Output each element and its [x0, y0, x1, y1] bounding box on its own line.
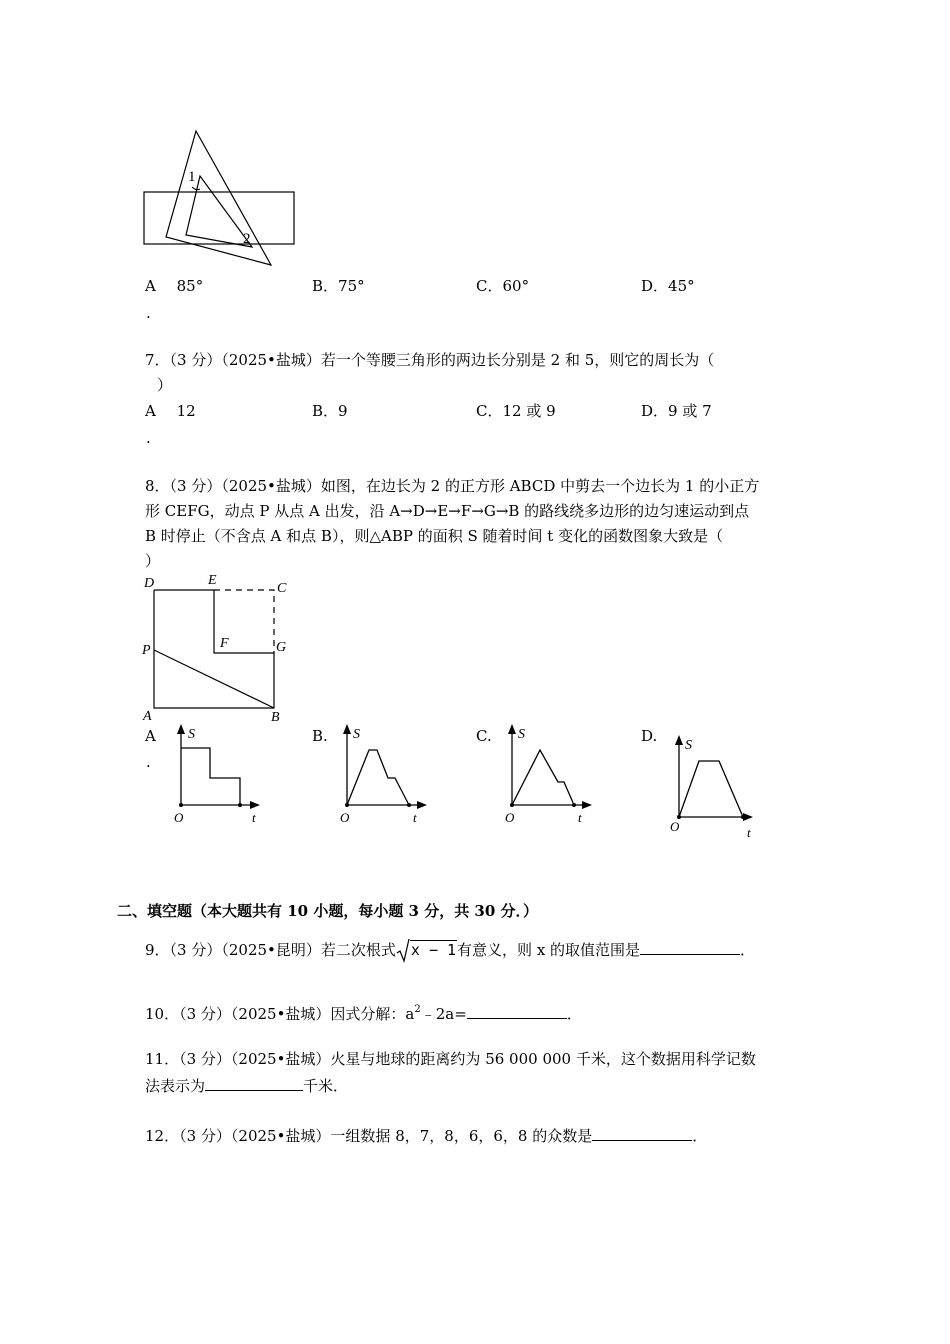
q6-angle-label-2: 2	[243, 231, 251, 247]
q6-angle-label-1: 1	[188, 169, 196, 185]
graph-a-t-label: t	[252, 810, 256, 825]
graph-c-t-label: t	[578, 810, 582, 825]
q10-text-end: ．	[566, 1005, 582, 1023]
graph-c-origin-dot	[510, 803, 514, 807]
q6-option-c-text: 60°	[502, 277, 530, 295]
q8-option-a-dot: .	[146, 753, 151, 771]
q8-label-f: F	[220, 636, 229, 651]
q8-graph-c	[498, 722, 598, 827]
q6-option-b-letter: B．	[312, 277, 339, 295]
graph-b-s-label: S	[353, 727, 360, 742]
q6-figure	[140, 125, 310, 275]
q6-option-b-text: 75°	[338, 277, 365, 295]
q9-text-before: 9．（3 分）（2025•昆明）若二次根式	[145, 941, 396, 959]
q9-text-after: 有意义，则 x 的取值范围是	[457, 941, 641, 959]
q7-option-a-text: 12	[176, 402, 196, 420]
q8-label-e: E	[208, 573, 217, 588]
graph-c-end-dot	[572, 803, 576, 807]
q8-segment-pb	[154, 650, 274, 708]
q8-option-d-letter: D.	[641, 727, 658, 745]
q8-option-a-letter: A	[145, 727, 156, 745]
graph-b-curve	[347, 750, 409, 805]
q7-option-c-letter: C．	[476, 402, 503, 420]
q11-line2	[145, 1074, 348, 1096]
q6-large-triangle	[166, 131, 271, 265]
q8-stem-line3: B 时停止（不含点 A 和点 B），则△ABP 的面积 S 随着时间 t 变化的函数图象大致是（	[145, 527, 724, 545]
q11-answer-blank[interactable]	[205, 1074, 303, 1091]
q6-option-a	[145, 276, 203, 296]
q12-text-end: ．	[692, 1127, 708, 1145]
graph-b-origin-dot	[345, 803, 349, 807]
q11-text-before: 法表示为	[145, 1077, 206, 1095]
q11-line1: 11．（3 分）（2025•盐城）火星与地球的距离约为 56 000 000 千米，这个数据用科学记数	[145, 1050, 756, 1068]
q12-answer-blank[interactable]	[592, 1124, 692, 1141]
graph-a-origin-dot	[179, 803, 183, 807]
q7-option-a-dot: .	[146, 429, 151, 447]
q6-option-d-letter: D．	[641, 277, 669, 295]
q6-option-d-text: 45°	[668, 277, 695, 295]
section-2-heading: 二、填空题（本大题共有 10 小题，每小题 3 分，共 30 分．）	[117, 902, 539, 920]
q10-exponent: 2	[414, 1004, 421, 1015]
q6-option-a-text: 85°	[176, 277, 204, 295]
q10-answer-blank[interactable]	[467, 1002, 567, 1019]
graph-c-s-label: S	[518, 727, 525, 742]
q8-label-d: D	[144, 576, 155, 591]
q8-label-a: A	[143, 709, 152, 724]
q9-line	[145, 938, 755, 964]
q9-radical-sign	[396, 938, 410, 964]
graph-b-o-label: O	[340, 810, 350, 825]
q6-option-a-letter: A	[145, 277, 156, 295]
q8-label-c: C	[277, 581, 287, 596]
q10-text-before: 10．（3 分）（2025•盐城）因式分解：a	[145, 1005, 415, 1023]
graph-d-end-dot	[741, 815, 745, 819]
q12-text-before: 12．（3 分）（2025•盐城）一组数据 8，7，8，6，6，8 的众数是	[145, 1127, 593, 1145]
q7-option-a	[145, 401, 196, 421]
q8-label-b: B	[271, 710, 280, 725]
q6-option-d	[641, 276, 695, 296]
q6-option-c	[476, 276, 529, 296]
q7-stem-line2: ）	[157, 376, 173, 394]
graph-d-y-arrow	[675, 735, 683, 745]
graph-a-x-arrow	[250, 801, 260, 809]
q7-option-c-text: 12 或 9	[502, 402, 556, 420]
q8-stem-line1: 8．（3 分）（2025•盐城）如图，在边长为 2 的正方形 ABCD 中剪去一个边长为 1 的小正方	[145, 477, 760, 495]
q9-answer-blank[interactable]	[640, 938, 740, 955]
q6-option-a-dot: .	[146, 304, 151, 322]
q8-graph-b	[333, 722, 433, 827]
graph-b-end-dot	[407, 803, 411, 807]
q8-option-b-letter: B.	[312, 727, 328, 745]
q7-option-c	[476, 401, 556, 421]
q10-text-after: ﹣2a=	[420, 1005, 467, 1023]
graph-d-s-label: S	[685, 738, 692, 753]
q8-stem-line2: 形 CEFG，动点 P 从点 A 出发，沿 A→D→E→F→G→B 的路线绕多边形的边匀速运动到点	[145, 502, 750, 520]
q9-text-end: ．	[740, 941, 756, 959]
q8-label-p: P	[142, 643, 151, 658]
graph-c-y-arrow	[508, 724, 516, 734]
q7-option-b-letter: B．	[312, 402, 339, 420]
graph-b-x-arrow	[417, 801, 427, 809]
graph-d-curve	[679, 761, 743, 817]
q6-option-b	[312, 276, 365, 296]
q8-stem-line4: ）	[145, 552, 161, 570]
q6-angle-arc-1	[192, 187, 200, 190]
q8-polygon-outline	[154, 590, 274, 708]
q8-option-c-letter: C.	[476, 727, 492, 745]
q7-option-d-letter: D．	[641, 402, 669, 420]
q7-option-d	[641, 401, 712, 421]
graph-c-curve	[512, 750, 574, 805]
q10-line	[145, 1000, 582, 1024]
q8-figure	[140, 570, 300, 725]
graph-b-y-arrow	[343, 724, 351, 734]
q11-text-after: 千米．	[303, 1077, 349, 1095]
q7-option-b-text: 9	[338, 402, 348, 420]
graph-a-y-arrow	[177, 724, 185, 734]
graph-d-t-label: t	[747, 825, 751, 840]
graph-a-end-dot	[238, 803, 242, 807]
q7-option-a-letter: A	[145, 402, 156, 420]
q7-option-d-text: 9 或 7	[668, 402, 712, 420]
graph-a-s-label: S	[188, 727, 195, 742]
graph-a-o-label: O	[174, 810, 184, 825]
graph-a-curve	[181, 748, 240, 805]
q8-graph-a	[168, 722, 268, 827]
graph-c-x-arrow	[582, 801, 592, 809]
graph-c-o-label: O	[505, 810, 515, 825]
graph-d-o-label: O	[670, 819, 680, 834]
q9-radical	[396, 938, 457, 964]
q7-stem-line1: 7．（3 分）（2025•盐城）若一个等腰三角形的两边长分别是 2 和 5，则它的周长为（	[145, 351, 715, 369]
q6-option-c-letter: C．	[476, 277, 503, 295]
q12-line	[145, 1124, 707, 1146]
graph-b-t-label: t	[413, 810, 417, 825]
q9-radicand: x − 1	[410, 941, 457, 959]
q8-graph-d	[665, 733, 765, 841]
q7-option-b	[312, 401, 348, 421]
q8-label-g: G	[276, 640, 287, 655]
